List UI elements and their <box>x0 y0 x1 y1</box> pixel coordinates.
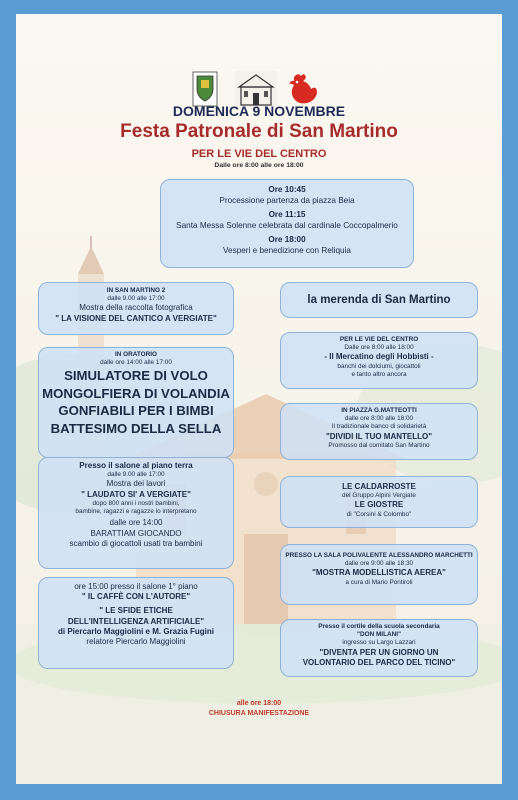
caffe-book-1: " LE SFIDE ETICHE <box>99 606 173 616</box>
program-desc-2: Santa Messa Solenne celebrata dal cardinale Coccopalmerio <box>176 220 398 230</box>
event-hours: Dalle ore 8:00 alle ore 18:00 <box>214 162 304 169</box>
footer-closing: CHIUSURA MANIFESTAZIONE <box>208 710 310 717</box>
salone-time: dalle ore 14:00 <box>109 518 163 528</box>
salone-place: Presso il salone al piano terra <box>79 461 193 470</box>
oratorio-line-1: SIMULATORE DI VOLO <box>64 368 208 384</box>
caffe-book-2: DELL'INTELLIGENZA ARTIFICIALE" <box>67 616 205 626</box>
salone-title: " LAUDATO SI' A VERGIATE" <box>81 489 191 499</box>
oratorio-line-3: GONFIABILI PER I BIMBI <box>58 403 214 419</box>
giostre-by: di "Corsini & Colombo" <box>346 510 412 518</box>
salone-event: BARATTIAM GIOCANDO <box>90 528 182 538</box>
mercatino-title: - Il Mercatino degli Hobbisti - <box>324 352 434 362</box>
giostre-title: LE GIOSTRE <box>354 500 404 510</box>
san-martino2-title: " LA VISIONE DEL CANTICO A VERGIATE" <box>55 313 217 323</box>
caldarroste-box <box>280 476 478 528</box>
modellistica-title: "MOSTRA MODELLISTICA AEREA" <box>312 568 446 578</box>
parco-box <box>280 619 478 677</box>
parco-title-2: VOLONTARIO DEL PARCO DEL TICINO" <box>302 657 456 667</box>
salone-note-2: bambine, ragazzi e ragazze lo interpretano <box>75 508 197 516</box>
modellistica-by: a cura di Mario Pontiroli <box>345 578 413 586</box>
rooster-icon <box>285 71 319 107</box>
program-desc-1: Processione partenza da piazza Beia <box>219 195 355 205</box>
program-time-3: Ore 18:00 <box>268 235 306 244</box>
matteotti-box <box>280 403 478 460</box>
salone-hours: dalle 9.00 alle 17:00 <box>107 471 165 479</box>
parco-place: Presso il cortile della scuola secondaria <box>318 623 440 630</box>
caffe-title: " IL CAFFÈ CON L'AUTORE" <box>81 592 191 602</box>
caffe-box <box>38 577 234 669</box>
parco-entry: ingresso su Largo Lazzari <box>342 639 416 647</box>
parco-school: "DON MILANI" <box>356 631 402 639</box>
church-building-icon <box>235 71 277 107</box>
caldarroste-title: LE CALDARROSTE <box>342 482 416 491</box>
matteotti-hours: dalle ore 8:00 alle 18:00 <box>344 415 414 423</box>
oratorio-line-4: BATTESIMO DELLA SELLA <box>50 421 222 437</box>
parco-title-1: "DIVENTA PER UN GIORNO UN <box>319 647 439 657</box>
matteotti-place: IN PIAZZA G.MATTEOTTI <box>341 407 417 414</box>
program-box <box>160 179 414 268</box>
program-time-2: Ore 11:15 <box>268 210 306 219</box>
merenda-box <box>280 282 478 318</box>
caldarroste-by: del Gruppo Alpini Vergiate <box>342 492 416 500</box>
poster <box>16 14 502 784</box>
caffe-authors: di Piercarlo Maggiolini e M. Grazia Fugini <box>57 626 215 636</box>
matteotti-desc: Il tradizionale banco di solidarietà <box>331 423 427 431</box>
merenda-title: la merenda di San Martino <box>307 294 451 306</box>
san-martino2-place: IN SAN MARTINO 2 <box>106 287 166 294</box>
matteotti-promo: Promosso dal comitato San Martino <box>328 441 430 449</box>
coat-of-arms-icon <box>192 71 218 107</box>
event-date: DOMENICA 9 NOVEMBRE <box>172 103 346 119</box>
mercatino-desc-1: banchi dei dolciumi, giocattoli <box>337 362 421 370</box>
program-time-1: Ore 10:45 <box>268 185 306 194</box>
event-subtitle: PER LE VIE DEL CENTRO <box>191 148 327 160</box>
salone-event-desc: scambio di giocattoli usati tra bambini <box>69 538 203 548</box>
oratorio-place: IN ORATORIO <box>114 351 157 358</box>
oratorio-box <box>38 347 234 458</box>
san-martino2-box <box>38 282 234 335</box>
mercatino-desc-2: e tanto altro ancora <box>351 370 407 378</box>
footer-time: alle ore 18:00 <box>236 700 282 707</box>
san-martino2-hours: dalle 9.00 alle 17:00 <box>107 295 165 303</box>
matteotti-title: "DIVIDI IL TUO MANTELLO" <box>325 431 433 441</box>
program-desc-3: Vesperi e benedizione con Reliquia <box>223 245 351 255</box>
caffe-time: ore 15:00 presso il salone 1° piano <box>74 582 198 591</box>
modellistica-box <box>280 544 478 605</box>
event-title: Festa Patronale di San Martino <box>120 121 398 142</box>
mercatino-place: PER LE VIE DEL CENTRO <box>339 336 419 343</box>
caffe-speaker: relatore Piercarlo Maggiolini <box>86 637 186 647</box>
oratorio-hours: dalle ore 14:00 alle 17:00 <box>100 359 172 367</box>
salone-box <box>38 457 234 569</box>
oratorio-line-2: MONGOLFIERA DI VOLANDIA <box>42 385 230 401</box>
san-martino2-desc: Mostra della raccolta fotografica <box>79 303 193 313</box>
salone-desc: Mostra dei lavori <box>106 479 166 489</box>
mercatino-hours: Dalle ore 8:00 alle 18:00 <box>344 344 414 352</box>
salone-note-1: dopo 800 anni i nostri bambini, <box>92 499 180 507</box>
modellistica-place: PRESSO LA SALA POLIVALENTE ALESSANDRO MARCHETTI <box>285 552 473 559</box>
modellistica-hours: dalle ore 9:00 alle 18:30 <box>344 560 414 568</box>
mercatino-box <box>280 332 478 389</box>
